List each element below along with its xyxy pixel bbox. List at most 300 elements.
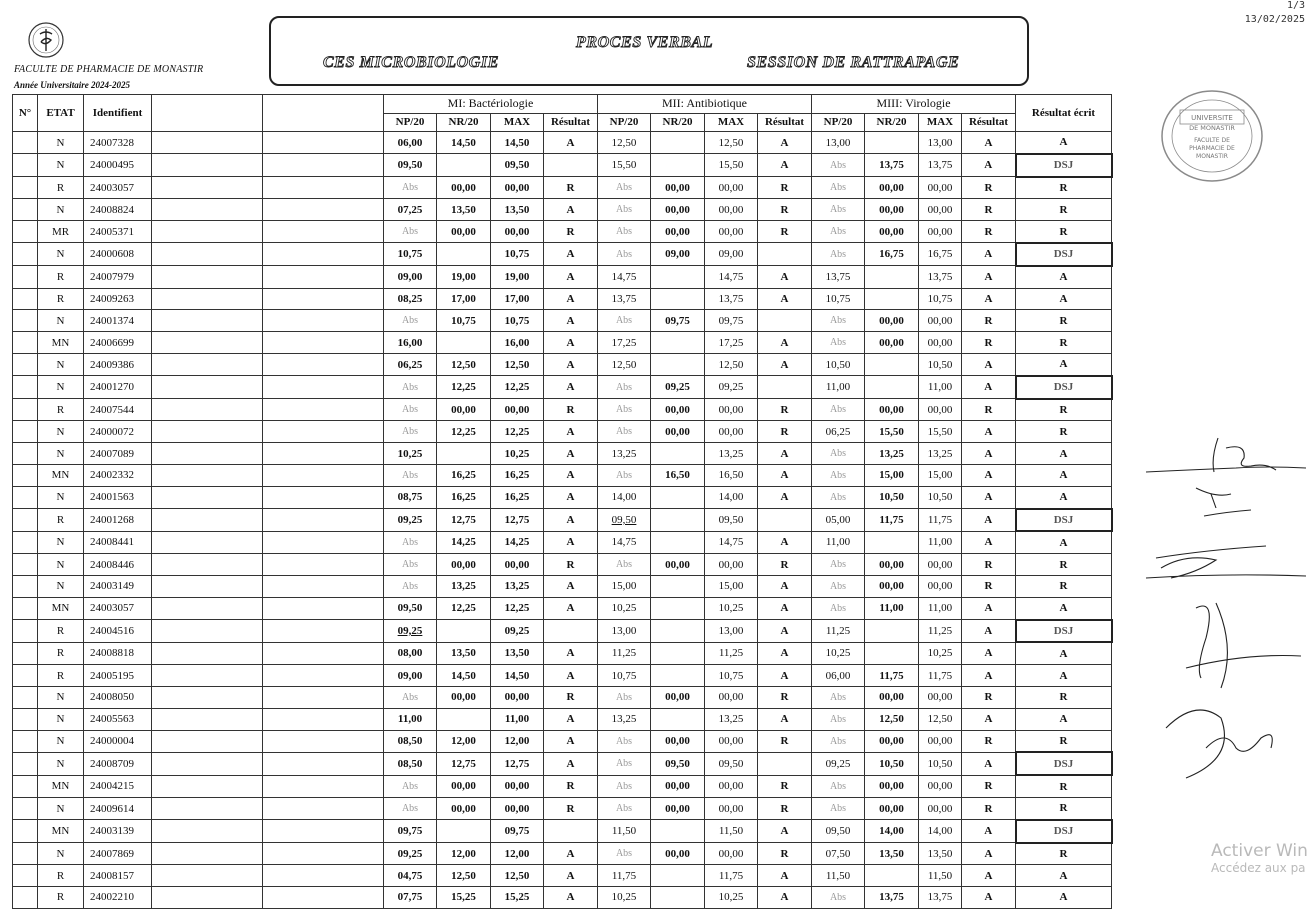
cell-max: 00,00 xyxy=(705,730,758,752)
row-number xyxy=(13,752,38,775)
print-date: 13/02/2025 xyxy=(1244,14,1305,25)
cell-blank xyxy=(152,353,263,375)
cell-max: 14,00 xyxy=(919,820,962,843)
cell-np: 11,75 xyxy=(598,865,651,887)
cell-np: 16,00 xyxy=(384,332,437,354)
row-number xyxy=(13,154,38,177)
cell-np: Abs xyxy=(598,399,651,421)
cell-np: Abs xyxy=(812,797,865,819)
cell-resultat: A xyxy=(544,708,598,730)
cell-resultat: A xyxy=(544,887,598,909)
cell-blank xyxy=(152,332,263,354)
cell-resultat: R xyxy=(962,310,1016,332)
row-number xyxy=(13,243,38,266)
cell-resultat: A xyxy=(962,865,1016,887)
table-row xyxy=(13,486,1112,508)
cell-np: Abs xyxy=(598,464,651,486)
cell-nr: 00,00 xyxy=(865,554,919,576)
cell-resultat-ecrit: R xyxy=(1016,332,1112,354)
cell-max: 00,00 xyxy=(919,221,962,243)
cell-resultat: R xyxy=(544,686,598,708)
cell-np: Abs xyxy=(384,686,437,708)
cell-max: 12,50 xyxy=(919,708,962,730)
cell-nr: 00,00 xyxy=(651,730,705,752)
cell-resultat-ecrit: DSJ xyxy=(1016,154,1112,177)
cell-np: 10,25 xyxy=(812,642,865,664)
cell-nr: 16,75 xyxy=(865,243,919,266)
subcol-np: NP/20 xyxy=(598,113,651,132)
cell-blank xyxy=(263,353,384,375)
subcol-max: MAX xyxy=(491,113,544,132)
cell-etat: N xyxy=(38,843,84,865)
row-number xyxy=(13,887,38,909)
faculty-logo xyxy=(26,20,66,60)
cell-resultat: A xyxy=(758,575,812,597)
cell-np: Abs xyxy=(812,221,865,243)
cell-max: 10,75 xyxy=(919,288,962,310)
cell-resultat xyxy=(758,243,812,266)
cell-identifiant: 24009614 xyxy=(84,797,152,819)
cell-np: 11,50 xyxy=(812,865,865,887)
row-number xyxy=(13,865,38,887)
row-number xyxy=(13,730,38,752)
cell-resultat: R xyxy=(758,399,812,421)
cell-max: 00,00 xyxy=(491,775,544,797)
cell-np: Abs xyxy=(598,554,651,576)
cell-blank xyxy=(152,509,263,532)
cell-nr: 00,00 xyxy=(437,797,491,819)
cell-nr: 17,00 xyxy=(437,288,491,310)
cell-max: 09,50 xyxy=(705,752,758,775)
cell-max: 13,50 xyxy=(491,642,544,664)
module-header-3: MIII: Virologie xyxy=(812,95,1016,114)
cell-etat: R xyxy=(38,665,84,687)
table-row xyxy=(13,843,1112,865)
cell-identifiant: 24003057 xyxy=(84,177,152,199)
row-number xyxy=(13,797,38,819)
cell-blank xyxy=(152,376,263,399)
cell-nr: 12,50 xyxy=(865,708,919,730)
cell-np: Abs xyxy=(812,597,865,619)
cell-identifiant: 24001270 xyxy=(84,376,152,399)
cell-nr: 14,50 xyxy=(437,132,491,154)
cell-resultat-ecrit: A xyxy=(1016,353,1112,375)
cell-etat: N xyxy=(38,243,84,266)
cell-identifiant: 24007979 xyxy=(84,266,152,288)
cell-blank xyxy=(263,531,384,553)
cell-identifiant: 24002332 xyxy=(84,464,152,486)
cell-nr: 00,00 xyxy=(865,399,919,421)
cell-nr xyxy=(651,288,705,310)
cell-max: 00,00 xyxy=(705,843,758,865)
cell-max: 14,50 xyxy=(491,132,544,154)
cell-blank xyxy=(263,620,384,643)
activation-watermark xyxy=(1211,842,1308,875)
cell-blank xyxy=(152,642,263,664)
cell-np: 11,50 xyxy=(598,820,651,843)
cell-np: Abs xyxy=(812,486,865,508)
cell-resultat: A xyxy=(544,752,598,775)
cell-max: 10,25 xyxy=(705,887,758,909)
cell-np: 08,75 xyxy=(384,486,437,508)
cell-nr: 12,00 xyxy=(437,843,491,865)
cell-max: 00,00 xyxy=(705,199,758,221)
cell-resultat: A xyxy=(962,243,1016,266)
table-row xyxy=(13,288,1112,310)
cell-nr xyxy=(865,865,919,887)
cell-nr xyxy=(437,332,491,354)
cell-etat: N xyxy=(38,554,84,576)
cell-nr: 13,50 xyxy=(865,843,919,865)
col-resultat-ecrit: Résultat écrit xyxy=(1016,95,1112,132)
cell-np: Abs xyxy=(384,531,437,553)
cell-blank xyxy=(152,154,263,177)
cell-resultat: A xyxy=(758,288,812,310)
cell-max: 12,00 xyxy=(491,843,544,865)
cell-nr: 00,00 xyxy=(651,775,705,797)
cell-identifiant: 24008157 xyxy=(84,865,152,887)
cell-etat: N xyxy=(38,199,84,221)
cell-resultat: R xyxy=(962,332,1016,354)
cell-blank xyxy=(263,509,384,532)
cell-resultat: R xyxy=(544,399,598,421)
cell-resultat: A xyxy=(544,443,598,465)
cell-identifiant: 24001374 xyxy=(84,310,152,332)
cell-resultat: A xyxy=(758,708,812,730)
cell-nr xyxy=(437,154,491,177)
cell-np: 13,25 xyxy=(598,708,651,730)
table-row xyxy=(13,443,1112,465)
cell-identifiant: 24005371 xyxy=(84,221,152,243)
table-row xyxy=(13,266,1112,288)
cell-max: 00,00 xyxy=(491,399,544,421)
cell-blank xyxy=(152,199,263,221)
cell-max: 00,00 xyxy=(919,199,962,221)
cell-resultat-ecrit: R xyxy=(1016,775,1112,797)
cell-resultat: R xyxy=(758,730,812,752)
cell-nr xyxy=(651,575,705,597)
cell-nr: 00,00 xyxy=(865,686,919,708)
row-number xyxy=(13,132,38,154)
cell-blank xyxy=(152,887,263,909)
cell-resultat-ecrit: DSJ xyxy=(1016,509,1112,532)
cell-nr: 13,25 xyxy=(437,575,491,597)
cell-max: 00,00 xyxy=(491,554,544,576)
cell-blank xyxy=(263,486,384,508)
cell-max: 12,25 xyxy=(491,376,544,399)
cell-etat: MN xyxy=(38,820,84,843)
cell-max: 11,25 xyxy=(919,620,962,643)
cell-max: 00,00 xyxy=(919,332,962,354)
cell-max: 00,00 xyxy=(919,775,962,797)
cell-max: 09,75 xyxy=(491,820,544,843)
cell-identifiant: 24007544 xyxy=(84,399,152,421)
table-row xyxy=(13,686,1112,708)
cell-np: Abs xyxy=(598,730,651,752)
cell-max: 14,25 xyxy=(491,531,544,553)
cell-nr: 14,50 xyxy=(437,665,491,687)
cell-nr xyxy=(865,642,919,664)
subcol-max: MAX xyxy=(919,113,962,132)
table-row xyxy=(13,132,1112,154)
cell-blank xyxy=(152,620,263,643)
cell-nr: 16,25 xyxy=(437,486,491,508)
cell-identifiant: 24004215 xyxy=(84,775,152,797)
cell-resultat: R xyxy=(758,686,812,708)
row-number xyxy=(13,310,38,332)
cell-resultat xyxy=(544,154,598,177)
cell-np: 13,75 xyxy=(598,288,651,310)
cell-max: 10,25 xyxy=(919,642,962,664)
cell-nr: 11,75 xyxy=(865,509,919,532)
cell-blank xyxy=(263,376,384,399)
table-row xyxy=(13,708,1112,730)
cell-blank xyxy=(263,642,384,664)
cell-etat: R xyxy=(38,288,84,310)
row-number xyxy=(13,421,38,443)
cell-identifiant: 24009386 xyxy=(84,353,152,375)
cell-nr xyxy=(651,887,705,909)
cell-blank xyxy=(152,797,263,819)
cell-np: 10,75 xyxy=(812,288,865,310)
col-identifiant: Identifient xyxy=(84,95,152,132)
cell-blank xyxy=(263,288,384,310)
cell-np: Abs xyxy=(384,221,437,243)
cell-resultat: A xyxy=(962,708,1016,730)
cell-resultat: A xyxy=(962,887,1016,909)
cell-np: 14,75 xyxy=(598,531,651,553)
table-row xyxy=(13,730,1112,752)
cell-resultat: A xyxy=(758,865,812,887)
cell-max: 00,00 xyxy=(705,399,758,421)
cell-resultat: R xyxy=(758,177,812,199)
cell-nr xyxy=(651,820,705,843)
cell-np: 10,25 xyxy=(598,597,651,619)
row-number xyxy=(13,554,38,576)
cell-np: Abs xyxy=(598,797,651,819)
signatures xyxy=(1126,428,1311,792)
cell-max: 14,50 xyxy=(491,665,544,687)
cell-np: Abs xyxy=(384,775,437,797)
watermark-line2: Accédez aux pa xyxy=(1211,860,1306,875)
cell-blank xyxy=(263,243,384,266)
row-number xyxy=(13,509,38,532)
cell-max: 13,25 xyxy=(491,575,544,597)
cell-nr: 16,50 xyxy=(651,464,705,486)
cell-blank xyxy=(263,177,384,199)
cell-blank xyxy=(263,887,384,909)
cell-np: 13,00 xyxy=(598,620,651,643)
cell-max: 09,50 xyxy=(491,154,544,177)
cell-resultat-ecrit: R xyxy=(1016,399,1112,421)
cell-max: 09,00 xyxy=(705,243,758,266)
cell-resultat: R xyxy=(544,221,598,243)
cell-resultat: R xyxy=(962,199,1016,221)
cell-resultat: A xyxy=(544,531,598,553)
cell-nr: 12,00 xyxy=(437,730,491,752)
cell-identifiant: 24008050 xyxy=(84,686,152,708)
cell-nr: 12,25 xyxy=(437,376,491,399)
cell-max: 09,75 xyxy=(705,310,758,332)
cell-nr: 00,00 xyxy=(651,221,705,243)
cell-nr: 00,00 xyxy=(651,177,705,199)
cell-resultat: A xyxy=(758,642,812,664)
cell-np: 06,25 xyxy=(384,353,437,375)
row-number xyxy=(13,686,38,708)
cell-nr xyxy=(437,443,491,465)
cell-np: 09,25 xyxy=(812,752,865,775)
cell-nr xyxy=(651,486,705,508)
cell-resultat: A xyxy=(758,887,812,909)
table-row xyxy=(13,399,1112,421)
cell-blank xyxy=(263,266,384,288)
cell-resultat: A xyxy=(544,464,598,486)
cell-np: Abs xyxy=(812,730,865,752)
cell-max: 14,75 xyxy=(705,531,758,553)
cell-np: 09,50 xyxy=(384,597,437,619)
cell-identifiant: 24000072 xyxy=(84,421,152,443)
cell-nr: 00,00 xyxy=(865,199,919,221)
cell-blank xyxy=(152,665,263,687)
row-number xyxy=(13,177,38,199)
cell-resultat-ecrit: R xyxy=(1016,554,1112,576)
cell-np: 06,00 xyxy=(812,665,865,687)
cell-np: Abs xyxy=(812,177,865,199)
cell-max: 00,00 xyxy=(705,554,758,576)
cell-blank xyxy=(152,820,263,843)
cell-np: 12,50 xyxy=(598,132,651,154)
cell-np: Abs xyxy=(598,376,651,399)
table-row xyxy=(13,310,1112,332)
cell-resultat-ecrit: DSJ xyxy=(1016,752,1112,775)
cell-max: 16,75 xyxy=(919,243,962,266)
cell-blank xyxy=(263,775,384,797)
cell-nr: 12,50 xyxy=(437,865,491,887)
row-number xyxy=(13,266,38,288)
cell-resultat: A xyxy=(758,620,812,643)
cell-max: 12,25 xyxy=(491,597,544,619)
cell-etat: MN xyxy=(38,464,84,486)
cell-etat: N xyxy=(38,132,84,154)
cell-max: 13,00 xyxy=(705,620,758,643)
cell-identifiant: 24000495 xyxy=(84,154,152,177)
row-number xyxy=(13,199,38,221)
cell-resultat: A xyxy=(544,199,598,221)
table-row xyxy=(13,820,1112,843)
cell-resultat: A xyxy=(544,421,598,443)
cell-np: 06,00 xyxy=(384,132,437,154)
table-row xyxy=(13,464,1112,486)
cell-nr: 11,00 xyxy=(865,597,919,619)
cell-nr: 00,00 xyxy=(437,221,491,243)
cell-resultat: A xyxy=(758,531,812,553)
row-number xyxy=(13,575,38,597)
cell-resultat: A xyxy=(962,464,1016,486)
cell-blank xyxy=(152,221,263,243)
cell-resultat-ecrit: A xyxy=(1016,288,1112,310)
module-header-2: MII: Antibiotique xyxy=(598,95,812,114)
cell-resultat: A xyxy=(962,843,1016,865)
cell-resultat: A xyxy=(544,310,598,332)
cell-np: Abs xyxy=(812,575,865,597)
cell-resultat-ecrit: R xyxy=(1016,199,1112,221)
cell-nr: 00,00 xyxy=(651,843,705,865)
cell-blank xyxy=(152,554,263,576)
cell-etat: R xyxy=(38,887,84,909)
cell-etat: MN xyxy=(38,332,84,354)
cell-np: 09,00 xyxy=(384,266,437,288)
cell-etat: N xyxy=(38,443,84,465)
cell-resultat: A xyxy=(962,820,1016,843)
cell-max: 11,25 xyxy=(705,642,758,664)
cell-blank xyxy=(263,399,384,421)
cell-max: 10,75 xyxy=(491,243,544,266)
cell-np: Abs xyxy=(812,686,865,708)
cell-blank xyxy=(152,752,263,775)
cell-np: 14,75 xyxy=(598,266,651,288)
cell-resultat: A xyxy=(544,486,598,508)
cell-np: 13,00 xyxy=(812,132,865,154)
cell-blank xyxy=(263,820,384,843)
cell-resultat: R xyxy=(962,177,1016,199)
cell-nr: 13,50 xyxy=(437,199,491,221)
cell-resultat: R xyxy=(962,575,1016,597)
cell-resultat-ecrit: A xyxy=(1016,597,1112,619)
cell-np: 09,00 xyxy=(384,665,437,687)
cell-nr: 12,25 xyxy=(437,597,491,619)
cell-blank xyxy=(263,421,384,443)
cell-max: 13,75 xyxy=(919,887,962,909)
cell-blank xyxy=(152,399,263,421)
cell-etat: N xyxy=(38,730,84,752)
cell-resultat-ecrit: A xyxy=(1016,665,1112,687)
cell-nr: 00,00 xyxy=(651,554,705,576)
cell-blank xyxy=(152,686,263,708)
cell-np: Abs xyxy=(598,177,651,199)
svg-text:DE MONASTIR: DE MONASTIR xyxy=(1189,124,1235,132)
row-number xyxy=(13,486,38,508)
cell-max: 00,00 xyxy=(919,177,962,199)
cell-blank xyxy=(152,531,263,553)
cell-np: 04,75 xyxy=(384,865,437,887)
cell-np: 08,00 xyxy=(384,642,437,664)
col-blank-2 xyxy=(263,95,384,132)
cell-etat: N xyxy=(38,154,84,177)
cell-nr xyxy=(651,865,705,887)
cell-max: 11,50 xyxy=(919,865,962,887)
cell-resultat: R xyxy=(962,775,1016,797)
cell-etat: MR xyxy=(38,221,84,243)
cell-nr: 00,00 xyxy=(865,575,919,597)
table-row xyxy=(13,221,1112,243)
cell-max: 15,50 xyxy=(705,154,758,177)
cell-nr: 00,00 xyxy=(437,554,491,576)
cell-np: Abs xyxy=(384,575,437,597)
cell-etat: R xyxy=(38,865,84,887)
cell-max: 11,75 xyxy=(705,865,758,887)
table-row xyxy=(13,642,1112,664)
cell-max: 13,75 xyxy=(919,154,962,177)
cell-max: 12,50 xyxy=(491,353,544,375)
row-number xyxy=(13,531,38,553)
svg-text:MONASTIR: MONASTIR xyxy=(1196,153,1228,160)
cell-max: 09,25 xyxy=(705,376,758,399)
cell-resultat: A xyxy=(962,486,1016,508)
cell-resultat-ecrit: A xyxy=(1016,865,1112,887)
cell-np: Abs xyxy=(598,752,651,775)
cell-resultat-ecrit: DSJ xyxy=(1016,820,1112,843)
cell-nr: 13,50 xyxy=(437,642,491,664)
